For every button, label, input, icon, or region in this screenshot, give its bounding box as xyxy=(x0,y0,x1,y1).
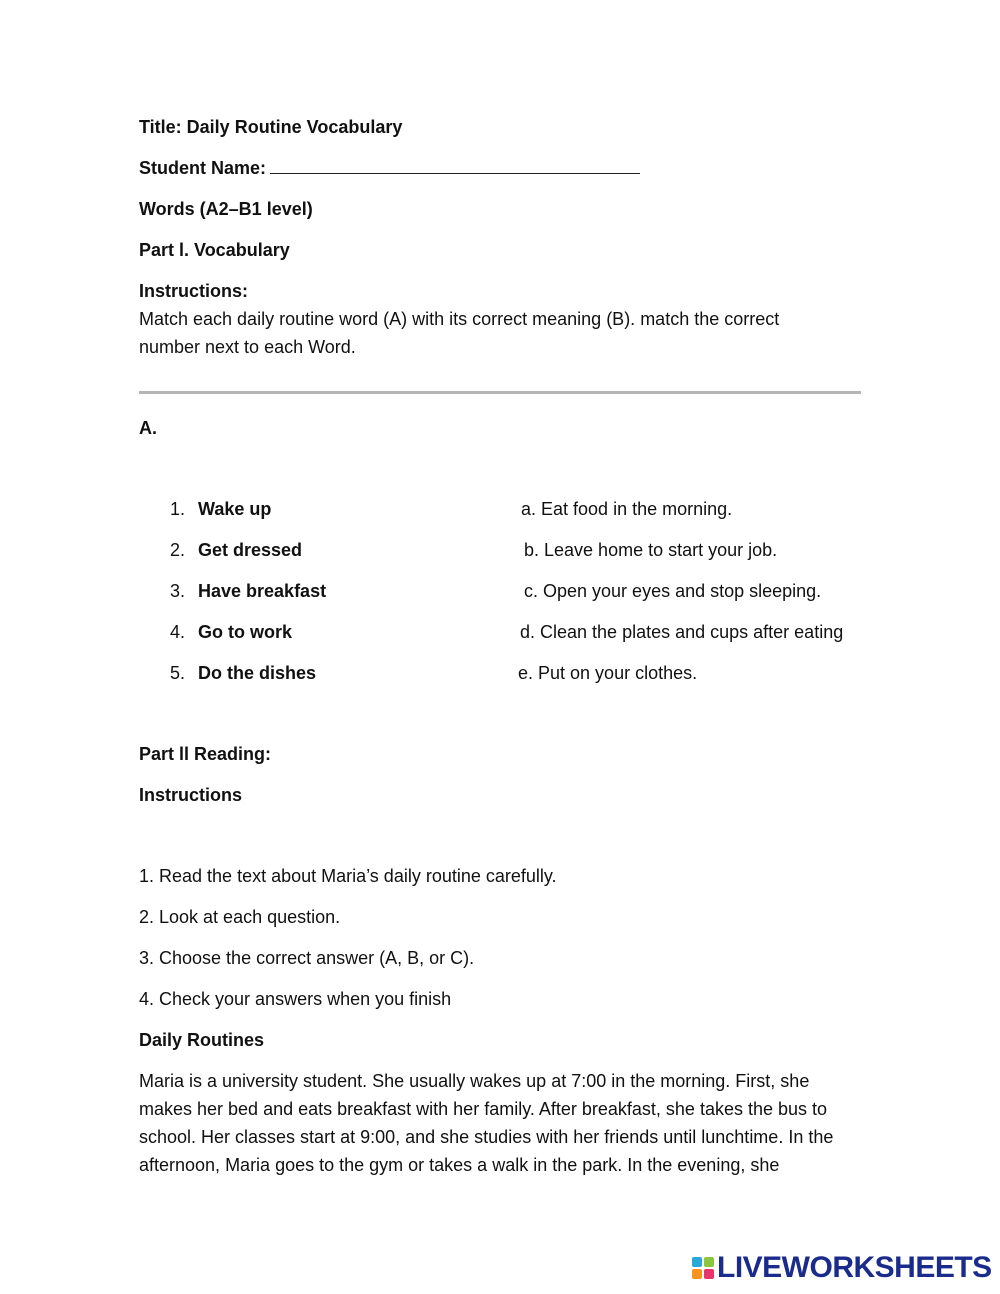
word-item: Do the dishes xyxy=(198,663,317,683)
liveworksheets-logo xyxy=(692,1252,992,1284)
student-name-label: Student Name: xyxy=(139,158,267,178)
instruction-step: 3. Choose the correct answer (A, B, or C). xyxy=(139,948,475,968)
word-number: 2. xyxy=(169,540,185,560)
word-number: 1. xyxy=(169,499,185,519)
word-item: Go to work xyxy=(198,622,292,642)
reading-text: Maria is a university student. She usually wakes up at 7:00 in the morning. First, she makes her bed and eats breakfast with her family. After breakfast, she takes the bus to school. Her classes start at 9:00, and she studies with her friends until lunchtime. In the afternoon, Maria goes to the gym or takes a walk in the park. In the evening, she xyxy=(139,1071,834,1175)
part1-title: Part l. Vocabulary xyxy=(139,240,290,260)
instruction-step: 2. Look at each question. xyxy=(139,907,341,927)
logo-text: LIVEWORKSHEETS xyxy=(717,1251,992,1284)
section-a-label: A. xyxy=(139,418,157,438)
instructions-text: Match each daily routine word (A) with its correct meaning (B). match the correct number next to each Word. xyxy=(139,309,780,357)
word-number: 5. xyxy=(169,663,185,683)
part2-instructions-label: Instructions xyxy=(139,785,243,805)
instructions-label: Instructions: xyxy=(139,281,249,301)
level-heading: Words (A2–B1 level) xyxy=(139,199,313,219)
instruction-step: 1. Read the text about Maria’s daily routine carefully. xyxy=(139,866,557,886)
meaning-item: a. Eat food in the morning. xyxy=(521,499,733,519)
word-item: Wake up xyxy=(198,499,272,519)
part2-title: Part ll Reading: xyxy=(139,744,272,764)
student-name-blank[interactable] xyxy=(270,155,640,174)
student-name-row xyxy=(139,154,640,182)
meaning-item: c. Open your eyes and stop sleeping. xyxy=(524,581,822,601)
word-item: Have breakfast xyxy=(198,581,327,601)
logo-mark-icon xyxy=(692,1257,714,1279)
meaning-item: e. Put on your clothes. xyxy=(518,663,698,683)
meaning-item: b. Leave home to start your job. xyxy=(524,540,778,560)
instruction-step: 4. Check your answers when you finish xyxy=(139,989,452,1009)
word-number: 4. xyxy=(169,622,185,642)
reading-title: Daily Routines xyxy=(139,1030,265,1050)
divider xyxy=(139,391,861,394)
meaning-item: d. Clean the plates and cups after eating xyxy=(520,622,844,642)
worksheet-title: Title: Daily Routine Vocabulary xyxy=(139,117,403,137)
word-item: Get dressed xyxy=(198,540,303,560)
word-number: 3. xyxy=(169,581,185,601)
